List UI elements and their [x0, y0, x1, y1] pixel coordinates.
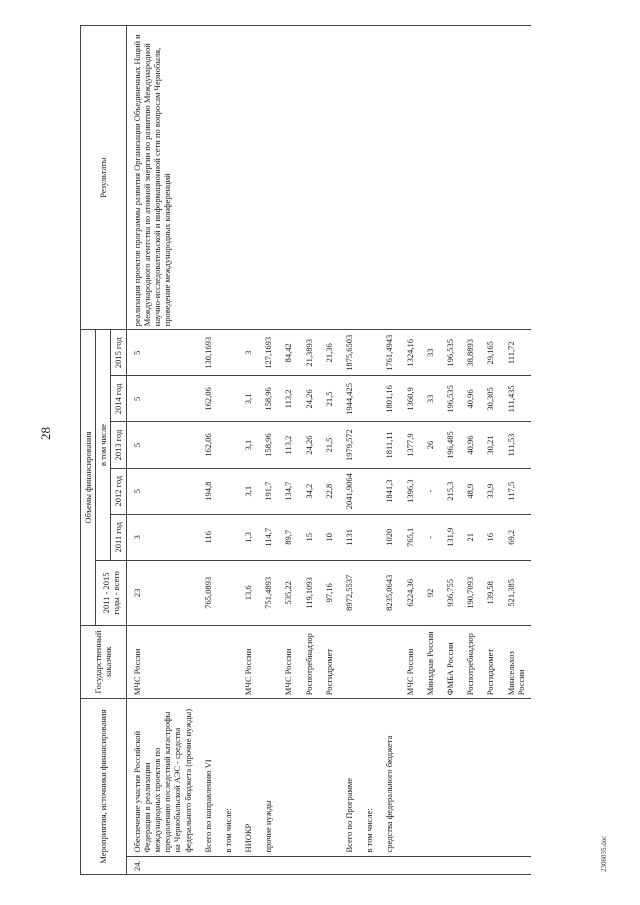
table-row — [299, 26, 319, 875]
row-number: 24. — [126, 856, 198, 874]
year-2011-cell: 3 — [126, 514, 198, 560]
year-2012-cell: 3,1 — [238, 468, 258, 514]
year-2014-cell: 30,305 — [480, 376, 500, 422]
row-number — [440, 856, 460, 874]
table-row — [258, 26, 278, 875]
year-2014-cell: 33 — [420, 376, 440, 422]
year-2015-cell: 84,42 — [278, 330, 298, 376]
year-2014-cell: 158,96 — [258, 376, 278, 422]
year-2013-cell: 1377,9 — [400, 422, 420, 468]
year-2012-cell: 134,7 — [278, 468, 298, 514]
customer-cell: Росгидромет — [319, 625, 339, 698]
year-2012-cell: 34,2 — [299, 468, 319, 514]
customer-cell: МЧС России — [278, 625, 298, 698]
result-cell — [319, 26, 339, 330]
year-2015-cell: 21,3893 — [299, 330, 319, 376]
row-number — [339, 856, 359, 874]
row-number — [198, 856, 218, 874]
total-cell: 936,755 — [440, 560, 460, 625]
year-2014-cell: 1360,9 — [400, 376, 420, 422]
event-cell: Всего по Программе — [339, 699, 359, 856]
year-2011-cell: 21 — [460, 514, 480, 560]
result-cell: реализация проектов программы развития Организации Объединенных Наций и Международного агентства по атомной энергии по развитию Международной научно-исследовательской и информационной сети по вопросам Чернобыля, проведение международных конференций — [126, 26, 198, 330]
year-2013-cell — [359, 422, 379, 468]
year-2014-cell — [359, 376, 379, 422]
year-2014-cell: 5 — [126, 376, 198, 422]
year-2012-cell: 117,5 — [501, 468, 531, 514]
year-2015-cell: 111,72 — [501, 330, 531, 376]
result-cell — [299, 26, 319, 330]
year-2013-cell: 26 — [420, 422, 440, 468]
header-customer: Государственный заказчик — [81, 625, 127, 698]
table-row — [319, 26, 339, 875]
year-2015-cell: 1324,16 — [400, 330, 420, 376]
year-2011-cell — [218, 514, 238, 560]
year-2011-cell: 10 — [319, 514, 339, 560]
year-2012-cell: 48,9 — [460, 468, 480, 514]
event-cell — [501, 699, 531, 856]
header-year-2014: 2014 год — [111, 376, 126, 422]
year-2015-cell: 1761,4943 — [379, 330, 399, 376]
year-2013-cell: 5 — [126, 422, 198, 468]
year-2011-cell: 16 — [480, 514, 500, 560]
year-2012-cell: 22,8 — [319, 468, 339, 514]
year-2013-cell: 30,21 — [480, 422, 500, 468]
customer-cell: ФМБА России — [440, 625, 460, 698]
year-2013-cell: 21,5 — [319, 422, 339, 468]
total-cell: 97,16 — [319, 560, 339, 625]
customer-cell: Роспотребнадзор — [299, 625, 319, 698]
event-cell: в том числе: — [218, 699, 238, 856]
result-cell — [339, 26, 359, 330]
total-cell — [218, 560, 238, 625]
event-cell — [400, 699, 420, 856]
year-2012-cell: 33,9 — [480, 468, 500, 514]
header-year-2013: 2013 год — [111, 422, 126, 468]
year-2012-cell — [359, 468, 379, 514]
event-cell — [278, 699, 298, 856]
year-2012-cell: 191,7 — [258, 468, 278, 514]
year-2012-cell: 194,8 — [198, 468, 218, 514]
total-cell: 8972,5537 — [339, 560, 359, 625]
year-2013-cell: 3,1 — [238, 422, 258, 468]
total-cell: 119,1093 — [299, 560, 319, 625]
customer-cell: Росгидромет — [480, 625, 500, 698]
financing-table — [80, 25, 531, 875]
year-2013-cell — [218, 422, 238, 468]
table-row — [218, 26, 238, 875]
customer-cell — [218, 625, 238, 698]
total-cell: 8235,0643 — [379, 560, 399, 625]
table-row — [480, 26, 500, 875]
total-cell: 6224,36 — [400, 560, 420, 625]
year-2011-cell: 15 — [299, 514, 319, 560]
year-2012-cell: 215,3 — [440, 468, 460, 514]
year-2012-cell: 1396,3 — [400, 468, 420, 514]
table-row — [198, 26, 218, 875]
financing-table-sheet — [80, 25, 640, 875]
year-2015-cell: 1875,6503 — [339, 330, 359, 376]
year-2014-cell: 162,06 — [198, 376, 218, 422]
event-cell — [319, 699, 339, 856]
year-2013-cell: 113,2 — [278, 422, 298, 468]
customer-cell: МЧС России — [126, 625, 198, 698]
year-2014-cell: 40,96 — [460, 376, 480, 422]
year-2014-cell — [218, 376, 238, 422]
row-number — [460, 856, 480, 874]
table-row — [126, 26, 198, 875]
year-2011-cell: 114,7 — [258, 514, 278, 560]
year-2011-cell: 116 — [198, 514, 218, 560]
customer-cell: МЧС России — [238, 625, 258, 698]
year-2013-cell: 40,96 — [460, 422, 480, 468]
year-2014-cell: 1944,425 — [339, 376, 359, 422]
table-row — [339, 26, 359, 875]
year-2011-cell: 89,7 — [278, 514, 298, 560]
header-year-2012: 2012 год — [111, 468, 126, 514]
total-cell: 139,58 — [480, 560, 500, 625]
event-cell: в том числе: — [359, 699, 379, 856]
year-2014-cell: 1801,16 — [379, 376, 399, 422]
footer-code: 2306035.doc — [600, 835, 608, 872]
table-row — [460, 26, 480, 875]
total-cell — [359, 560, 379, 625]
table-row — [440, 26, 460, 875]
result-cell — [480, 26, 500, 330]
header-year-2011: 2011 год — [111, 514, 126, 560]
total-cell: 521,385 — [501, 560, 531, 625]
table-row — [359, 26, 379, 875]
row-number — [480, 856, 500, 874]
table-row — [420, 26, 440, 875]
customer-cell — [379, 625, 399, 698]
event-cell: средства федерального бюджета — [379, 699, 399, 856]
total-cell: 765,0893 — [198, 560, 218, 625]
customer-cell — [359, 625, 379, 698]
year-2015-cell: 5 — [126, 330, 198, 376]
row-number — [501, 856, 531, 874]
event-cell: Обеспечение участия Российской Федерации в реализации международных проектов по преодолению последствий катастрофы на Чернобыльской АЭС - средства федерального бюджета (прочие нужды) — [126, 699, 198, 856]
header-results: Результаты — [81, 26, 127, 330]
year-2015-cell: 33 — [420, 330, 440, 376]
table-row — [400, 26, 420, 875]
year-2015-cell: 21,36 — [319, 330, 339, 376]
result-cell — [440, 26, 460, 330]
year-2013-cell: 158,96 — [258, 422, 278, 468]
year-2014-cell: 21,5 — [319, 376, 339, 422]
event-cell — [460, 699, 480, 856]
row-number — [379, 856, 399, 874]
year-2014-cell: 113,2 — [278, 376, 298, 422]
year-2012-cell — [218, 468, 238, 514]
result-cell — [420, 26, 440, 330]
result-cell — [400, 26, 420, 330]
year-2015-cell — [359, 330, 379, 376]
event-cell — [420, 699, 440, 856]
year-2011-cell: 131,9 — [440, 514, 460, 560]
year-2012-cell: 5 — [126, 468, 198, 514]
result-cell — [501, 26, 531, 330]
customer-cell — [339, 625, 359, 698]
row-number — [359, 856, 379, 874]
result-cell — [218, 26, 238, 330]
year-2014-cell: 3,1 — [238, 376, 258, 422]
year-2013-cell: 111,53 — [501, 422, 531, 468]
customer-cell — [258, 625, 278, 698]
row-number — [420, 856, 440, 874]
year-2011-cell: - — [420, 514, 440, 560]
total-cell: 23 — [126, 560, 198, 625]
result-cell — [198, 26, 218, 330]
event-cell: НИОКР — [238, 699, 258, 856]
total-cell: 92 — [420, 560, 440, 625]
year-2015-cell: 38,8893 — [460, 330, 480, 376]
year-2015-cell: 127,1693 — [258, 330, 278, 376]
table-row — [379, 26, 399, 875]
year-2015-cell: 29,165 — [480, 330, 500, 376]
header-total: 2011 - 2015 годы - всего — [96, 560, 126, 625]
result-cell — [379, 26, 399, 330]
customer-cell: Минсельхоз России — [501, 625, 531, 698]
year-2012-cell: 1841,3 — [379, 468, 399, 514]
result-cell — [359, 26, 379, 330]
header-events: Мероприятия, источники финансирования — [81, 699, 127, 875]
year-2012-cell: 2041,9064 — [339, 468, 359, 514]
customer-cell — [198, 625, 218, 698]
customer-cell: Роспотребнадзор — [460, 625, 480, 698]
row-number — [238, 856, 258, 874]
header-including: в том числе — [96, 330, 111, 561]
year-2011-cell: 1131 — [339, 514, 359, 560]
year-2013-cell: 1811,11 — [379, 422, 399, 468]
year-2011-cell: 1,3 — [238, 514, 258, 560]
event-cell: прочие нужды — [258, 699, 278, 856]
row-number — [278, 856, 298, 874]
year-2014-cell: 111,435 — [501, 376, 531, 422]
table-row — [501, 26, 531, 875]
row-number — [400, 856, 420, 874]
table-row — [238, 26, 258, 875]
year-2015-cell: 130,1693 — [198, 330, 218, 376]
year-2011-cell: 765,1 — [400, 514, 420, 560]
customer-cell: Минздрав России — [420, 625, 440, 698]
year-2011-cell: 1020 — [379, 514, 399, 560]
total-cell: 751,4893 — [258, 560, 278, 625]
year-2012-cell: - — [420, 468, 440, 514]
year-2011-cell: 69,2 — [501, 514, 531, 560]
header-volumes: Объемы финансирования — [81, 330, 96, 626]
page-number: 28 — [38, 427, 53, 440]
total-cell: 535,22 — [278, 560, 298, 625]
row-number — [218, 856, 238, 874]
year-2013-cell: 24,26 — [299, 422, 319, 468]
table-body — [126, 26, 531, 875]
year-2015-cell — [218, 330, 238, 376]
total-cell: 190,7093 — [460, 560, 480, 625]
result-cell — [258, 26, 278, 330]
year-2013-cell: 1979,572 — [339, 422, 359, 468]
customer-cell: МЧС России — [400, 625, 420, 698]
header-year-2015: 2015 год — [111, 330, 126, 376]
event-cell — [480, 699, 500, 856]
result-cell — [278, 26, 298, 330]
event-cell: Всего по направлению VI — [198, 699, 218, 856]
row-number — [319, 856, 339, 874]
year-2013-cell: 196,485 — [440, 422, 460, 468]
result-cell — [238, 26, 258, 330]
total-cell: 13,6 — [238, 560, 258, 625]
year-2015-cell: 3 — [238, 330, 258, 376]
table-row — [278, 26, 298, 875]
row-number — [258, 856, 278, 874]
year-2014-cell: 24,26 — [299, 376, 319, 422]
row-number — [299, 856, 319, 874]
event-cell — [299, 699, 319, 856]
year-2015-cell: 196,535 — [440, 330, 460, 376]
event-cell — [440, 699, 460, 856]
year-2014-cell: 196,535 — [440, 376, 460, 422]
year-2013-cell: 162,06 — [198, 422, 218, 468]
year-2011-cell — [359, 514, 379, 560]
result-cell — [460, 26, 480, 330]
